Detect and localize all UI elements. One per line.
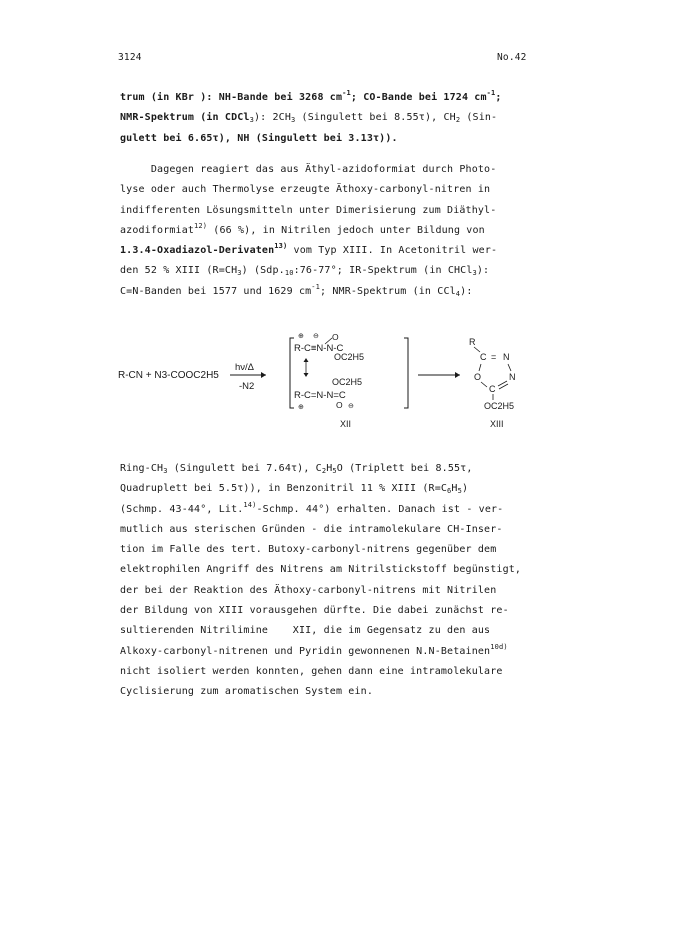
product-atom-r: R xyxy=(469,337,476,347)
resonance-top: R-C≡N-N-C xyxy=(294,343,344,354)
text-line: tion im Falle des tert. Butoxy-carbonyl-nitrens gegenüber dem xyxy=(120,544,497,556)
product-atom-c: C xyxy=(480,352,487,362)
charge-plus-top: ⊕ xyxy=(298,333,304,340)
paragraph-nitren-reaction xyxy=(120,160,560,302)
arrow-head xyxy=(455,372,460,378)
text-line: C=N-Banden bei 1577 und 1629 $cm^{-1}$; NMR-Spektrum (in CCl$_4$): xyxy=(120,282,473,298)
charge-plus-bottom: ⊕ xyxy=(298,404,304,411)
text-line: indifferenten Lösungsmitteln unter Dimerisierung zum Diäthyl- xyxy=(120,204,497,216)
paragraph-discussion xyxy=(120,459,560,703)
product-atom-n2: N xyxy=(509,372,516,382)
arrow-head xyxy=(261,372,266,378)
text-line: Ring-$CH_3$ (Singulett bei 7.64τ), $C_2H_5O$ (Triplett bei 8.55τ, xyxy=(120,463,473,475)
text-line: der bei der Reaktion des Äthoxy-carbonyl-nitrens mit Nitrilen xyxy=(120,584,497,596)
text-line: 1.3.4-Oxadiazol-Derivaten$^{13)}$ vom Typ XIII. In Acetonitril wer- xyxy=(120,242,498,257)
text-line: NMR-Spektrum (in CDCl$_3$): $2CH_3$ (Singulett bei 8.55τ), $CH_2$ (Sin- xyxy=(120,112,498,125)
text-line: gulett bei 6.65τ), NH (Singulett bei 3.13τ)). xyxy=(120,132,398,144)
page-number: 3124 xyxy=(118,52,142,63)
product-atom-oc2h5: OC2H5 xyxy=(484,401,515,411)
oc2h5-top: OC2H5 xyxy=(334,352,365,362)
bracket-right xyxy=(404,338,408,408)
product-atom-n: N xyxy=(503,352,510,362)
double-bond: = xyxy=(491,352,497,362)
text-line: elektrophilen Angriff des Nitrens am Nitrilstickstoff begünstigt, xyxy=(120,564,522,576)
product-atom-o: O xyxy=(474,372,482,382)
text-line: den 52 % XIII $(R=CH_3)$ ($Sdp._{10}:76-77^\circ$; IR-Spektrum (in CHCl$_3$): xyxy=(120,265,490,278)
resonance-bottom: R-C=N-N=C xyxy=(294,390,346,401)
text-line: der Bildung von XIII vorausgehen dürfte. Die dabei zunächst re- xyxy=(120,605,509,617)
text-line: azodiformiat$^{12)}$ (66 %), in Nitrilen jedoch unter Bildung von xyxy=(120,221,485,236)
enolate-o: O xyxy=(336,400,343,410)
text-line: mutlich aus sterischen Gründen - die intramolekulare CH-Inser- xyxy=(120,523,503,535)
text-line: Alkoxy-carbonyl-nitrenen und Pyridin gewonnenen N.N-Betainen$^{10d)}$ xyxy=(120,642,508,657)
text-line: Dagegen reagiert das aus Äthyl-azidoformiat durch Photo- xyxy=(120,164,497,175)
text-line: Quadruplett bei 5.5τ)), in Benzonitril 11 % XIII $(R=C_6H_5)$ xyxy=(120,483,469,496)
text-line: lyse oder auch Thermolyse erzeugte Äthoxy-carbonyl-nitren in xyxy=(120,184,491,196)
text-line: nicht isoliert werden konnten, gehen dann eine intramolekulare xyxy=(120,665,503,677)
reactants-label: R-CN + N3-COOC2H5 xyxy=(118,370,219,381)
text-line: Cyclisierung zum aromatischen System ein. xyxy=(120,686,373,698)
text-line: trum (in KBr ): NH-Bande bei 3268 $cm^{-1}$; CO-Bande bei 1724 $cm^{-1}$; xyxy=(120,89,502,103)
paragraph-nmr-data xyxy=(120,88,560,149)
text-line: (Schmp. 43-44°, Lit.$^{14)}$-Schmp. 44°) erhalten. Danach ist - ver- xyxy=(120,500,504,515)
charge-minus-o: ⊖ xyxy=(348,403,354,410)
label-xii: XII xyxy=(340,419,352,429)
conditions-top: hν/Δ xyxy=(235,362,255,373)
text-line: sultierenden Nitrilimine XII, die im Gegensatz zu den aus xyxy=(120,625,491,637)
charge-minus-top: ⊖ xyxy=(313,333,319,340)
product-atom-c2: C xyxy=(489,384,496,394)
conditions-bottom: -N2 xyxy=(239,381,255,392)
carbonyl-o: O xyxy=(332,332,339,342)
issue-number: No.42 xyxy=(497,52,527,63)
reaction-scheme xyxy=(118,330,558,442)
label-xiii: XIII xyxy=(490,419,504,429)
oc2h5-bottom: OC2H5 xyxy=(332,377,363,387)
